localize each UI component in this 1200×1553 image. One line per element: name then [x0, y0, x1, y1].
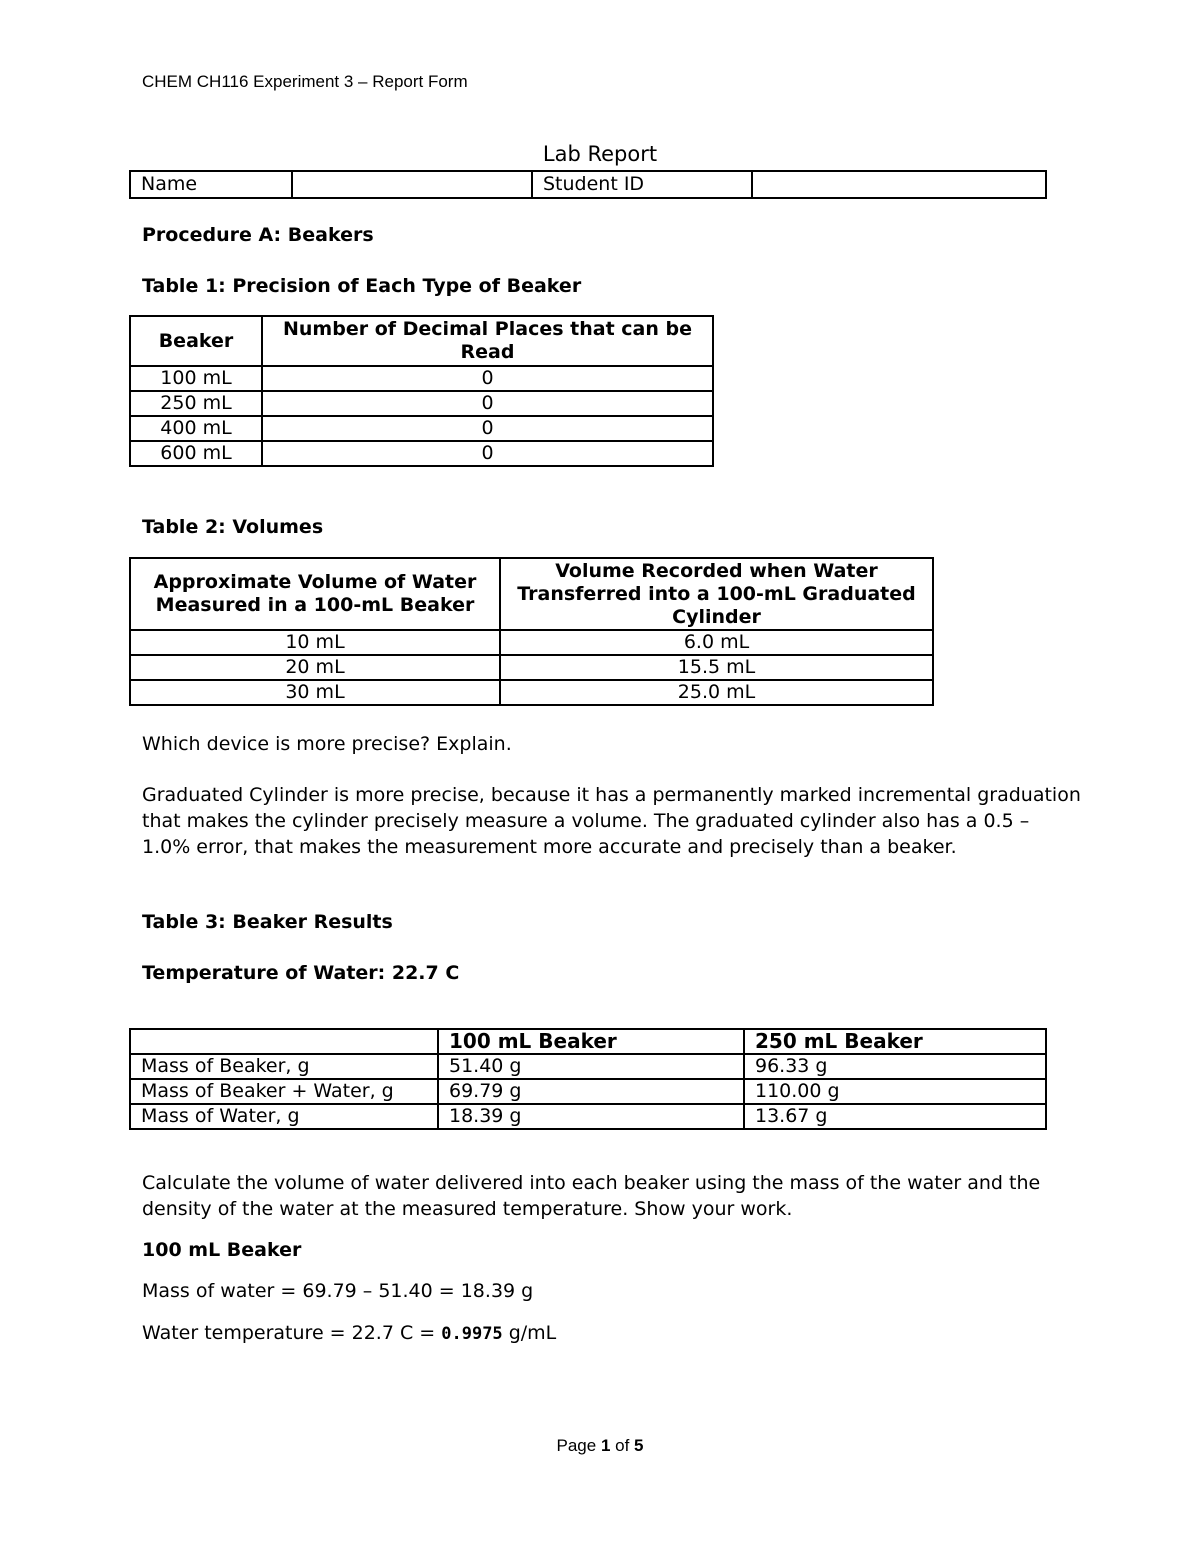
table1-caption: Table 1: Precision of Each Type of Beaker — [142, 275, 582, 297]
page-title: Lab Report — [542, 142, 658, 166]
student-id-label: Student ID — [532, 171, 752, 198]
table3-cell: 96.33 g — [744, 1054, 1046, 1079]
table-row — [130, 1054, 1046, 1079]
table3-header: 100 mL Beaker — [438, 1029, 744, 1054]
table2-cell: 6.0 mL — [500, 630, 933, 655]
table-row — [130, 630, 933, 655]
table1-cell: 0 — [262, 391, 713, 416]
table2 — [129, 557, 934, 706]
page-header: CHEM CH116 Experiment 3 – Report Form — [142, 72, 468, 91]
calc-line-mass: Mass of water = 69.79 – 51.40 = 18.39 g — [142, 1280, 534, 1302]
table3-cell: 18.39 g — [438, 1104, 744, 1129]
table3-cell: Mass of Beaker, g — [130, 1054, 438, 1079]
name-table — [129, 170, 1047, 199]
page-total: 5 — [634, 1436, 644, 1455]
table-row — [130, 391, 713, 416]
table3 — [129, 1028, 1047, 1130]
table-row — [130, 1079, 1046, 1104]
page-footer — [0, 1436, 1200, 1456]
table-row — [130, 441, 713, 466]
table1-header: Number of Decimal Places that can be Read — [262, 316, 713, 366]
page-number: 1 — [600, 1436, 611, 1455]
table3-cell: 110.00 g — [744, 1079, 1046, 1104]
answer-paragraph: Graduated Cylinder is more precise, because it has a permanently marked incremental graduation that makes the cylinder precisely measure a volume. The graduated cylinder also has a 0.5 – 1.0% error, that makes the measurement more accurate and precisely than a beaker. — [142, 784, 1081, 858]
footer-prefix: Page — [556, 1436, 601, 1455]
table3-header — [130, 1029, 438, 1054]
table2-cell: 10 mL — [130, 630, 500, 655]
table3-cell: 69.79 g — [438, 1079, 744, 1104]
table3-cell: 51.40 g — [438, 1054, 744, 1079]
table-row — [130, 655, 933, 680]
footer-of: of — [610, 1436, 635, 1455]
table2-cell: 25.0 mL — [500, 680, 933, 705]
student-id-field[interactable] — [752, 171, 1046, 198]
table3-cell: 13.67 g — [744, 1104, 1046, 1129]
table3-caption: Table 3: Beaker Results — [142, 911, 393, 933]
table-row — [130, 1104, 1046, 1129]
table1-cell: 0 — [262, 441, 713, 466]
table-row — [130, 416, 713, 441]
table2-cell: 30 mL — [130, 680, 500, 705]
calc-temp-prefix: Water temperature = 22.7 C = — [142, 1322, 442, 1344]
question-text: Which device is more precise? Explain. — [142, 733, 512, 755]
table1-cell: 0 — [262, 366, 713, 391]
procedure-heading: Procedure A: Beakers — [142, 224, 374, 246]
table1-cell: 0 — [262, 416, 713, 441]
calc-instruction: Calculate the volume of water delivered into each beaker using the mass of the water and the density of the water at the measured temperature. Show your work. — [142, 1172, 1041, 1220]
table1-cell: 600 mL — [130, 441, 262, 466]
table3-header: 250 mL Beaker — [744, 1029, 1046, 1054]
table1-cell: 400 mL — [130, 416, 262, 441]
calc-heading: 100 mL Beaker — [142, 1239, 302, 1261]
name-field[interactable] — [292, 171, 532, 198]
table2-header: Approximate Volume of Water Measured in a 100-mL Beaker — [130, 558, 500, 630]
table-row — [130, 366, 713, 391]
table1-header: Beaker — [130, 316, 262, 366]
temperature-line: Temperature of Water: 22.7 C — [142, 962, 460, 984]
calc-temp-suffix: g/mL — [502, 1322, 557, 1344]
table-row — [130, 680, 933, 705]
table2-cell: 20 mL — [130, 655, 500, 680]
table2-caption: Table 2: Volumes — [142, 516, 324, 538]
table1-cell: 250 mL — [130, 391, 262, 416]
density-value: 0.9975 — [441, 1324, 503, 1344]
table1-cell: 100 mL — [130, 366, 262, 391]
table2-cell: 15.5 mL — [500, 655, 933, 680]
table3-cell: Mass of Water, g — [130, 1104, 438, 1129]
calc-line-temperature — [142, 1322, 556, 1344]
name-label: Name — [130, 171, 292, 198]
table1 — [129, 315, 714, 467]
table3-cell: Mass of Beaker + Water, g — [130, 1079, 438, 1104]
table2-header: Volume Recorded when Water Transferred into a 100-mL Graduated Cylinder — [500, 558, 933, 630]
